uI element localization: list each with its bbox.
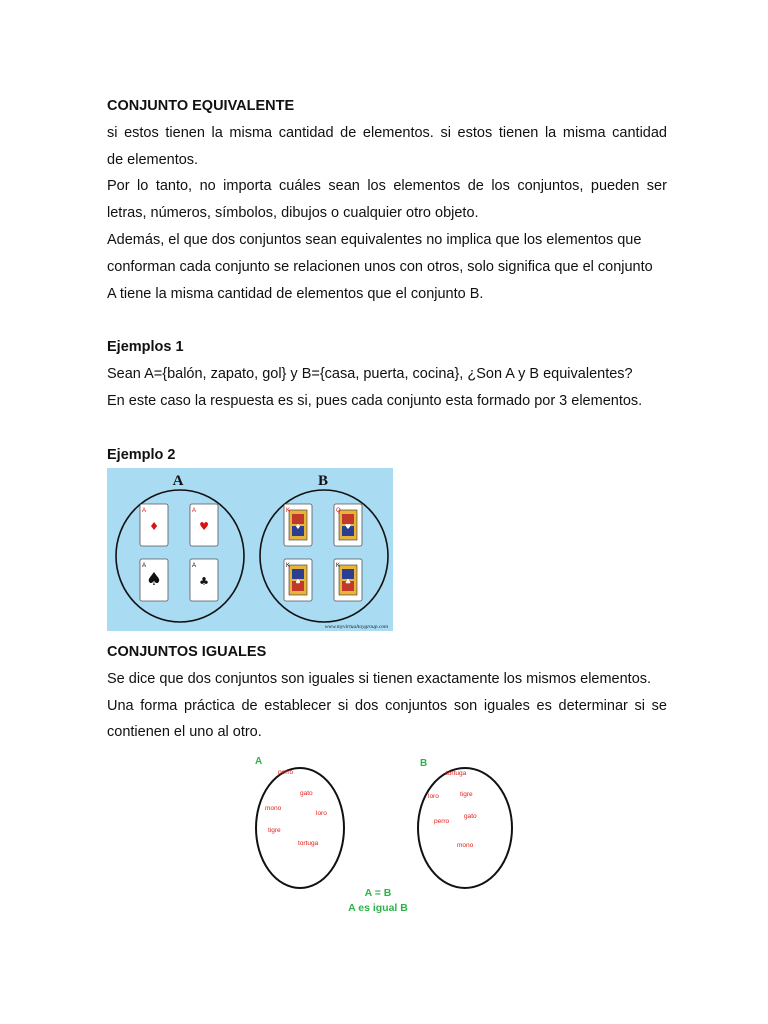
card-rank: K (286, 508, 291, 514)
card-rank: K (286, 563, 291, 569)
set-a-card (140, 559, 168, 601)
equal-sets-figure (250, 752, 520, 922)
set-b-item: gato (464, 813, 477, 820)
card-rank: A (142, 563, 147, 569)
card-rank: A (192, 508, 197, 514)
set-a-card (190, 559, 218, 601)
set-a-item: tigre (268, 827, 281, 834)
set-a-card (190, 504, 218, 546)
card-rank: A (192, 563, 197, 569)
card-suit: ♠ (145, 569, 163, 590)
watermark: www.myvirtualtoygroup.com (324, 624, 388, 630)
example1-title: Ejemplos 1 (107, 339, 184, 356)
set-a-card (140, 504, 168, 546)
card-suit: ♥ (199, 520, 209, 533)
set-b-item: loro (428, 793, 439, 800)
paragraph-line: de elementos. (107, 151, 199, 168)
set-b-label: B (317, 473, 329, 489)
card-rank: Q (336, 508, 341, 514)
section-title-equivalente: CONJUNTO EQUIVALENTE (107, 98, 295, 114)
section-conjuntos-iguales (107, 639, 667, 746)
paragraph-line: Por lo tanto, no importa cuáles sean los elementos de los conjuntos, pueden ser (107, 178, 667, 195)
card-suit: ♦ (149, 520, 159, 533)
card-suit: ♥ (344, 523, 352, 531)
paragraph-line: Además, el que dos conjuntos sean equivalentes no implica que los elementos que (107, 231, 642, 248)
set-a-item: perro (278, 769, 294, 776)
set-a-item: mono (265, 805, 282, 812)
set-b-item: perro (434, 818, 450, 825)
card-suit: ♣ (344, 578, 352, 586)
set-a-item: gato (300, 790, 313, 797)
document-body (107, 93, 667, 469)
card-rank: K (336, 563, 341, 569)
equation-caption: A es igual B (348, 902, 408, 914)
paragraph-line: A tiene la misma cantidad de elementos que el conjunto B. (107, 285, 484, 302)
set-b-card (334, 559, 362, 601)
paragraph-line: Una forma práctica de establecer si dos conjuntos son iguales es determinar si se (107, 697, 667, 714)
set-b-item: tortuga (446, 770, 467, 777)
set-b-label: B (420, 758, 428, 769)
paragraph-line: Se dice que dos conjuntos son iguales si tienen exactamente los mismos elementos. (107, 670, 652, 687)
paragraph-line: contienen el uno al otro. (107, 724, 262, 741)
card-rank: A (142, 508, 147, 514)
paragraph-line: conforman cada conjunto se relacionen unos con otros, solo significa que el conjunto (107, 258, 653, 275)
set-a-label: A (172, 473, 184, 489)
set-b-card (284, 559, 312, 601)
set-b-item: mono (457, 842, 474, 849)
set-b-card (334, 504, 362, 546)
paragraph-line: si estos tienen la misma cantidad de elementos. si estos tienen la misma cantidad (107, 124, 667, 141)
example2-title: Ejemplo 2 (107, 446, 176, 463)
set-a-item: loro (316, 810, 327, 817)
figure-background (107, 468, 393, 631)
card-suit: ♦ (294, 523, 302, 531)
card-sets-figure (107, 468, 393, 631)
set-a-item: tortuga (298, 840, 319, 847)
equation: A = B (364, 887, 392, 899)
paragraph-line: Sean A={balón, zapato, gol} y B={casa, puerta, cocina}, ¿Son A y B equivalentes? (107, 366, 633, 383)
paragraph-line: letras, números, símbolos, dibujos o cualquier otro objeto. (107, 205, 479, 222)
set-b-card (284, 504, 312, 546)
card-suit: ♠ (294, 578, 302, 586)
section-title-iguales: CONJUNTOS IGUALES (107, 644, 267, 660)
set-b-item: tigre (460, 791, 473, 798)
set-a-label: A (255, 756, 263, 767)
set-b-ellipse (418, 768, 512, 888)
card-suit: ♣ (199, 575, 209, 588)
paragraph-line: En este caso la respuesta es si, pues cada conjunto esta formado por 3 elementos. (107, 392, 643, 409)
